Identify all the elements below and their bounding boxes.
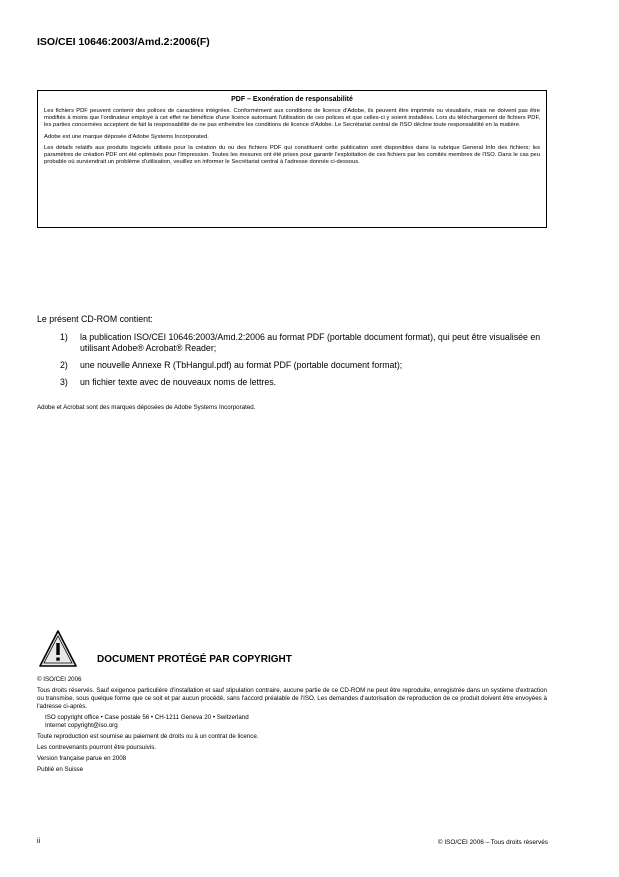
contents-intro: Le présent CD-ROM contient: bbox=[37, 314, 153, 324]
copyright-block bbox=[37, 676, 547, 777]
list-item-number: 2) bbox=[60, 360, 68, 370]
warning-triangle-icon bbox=[38, 629, 78, 669]
copyright-office-address bbox=[37, 714, 547, 730]
internet-line: Internet copyright@iso.org bbox=[45, 722, 118, 729]
pdf-disclaimer-box bbox=[37, 90, 547, 228]
document-code: ISO/CEI 10646:2003/Amd.2:2006(F) bbox=[37, 36, 210, 48]
list-item-text: une nouvelle Annexe R (TbHangul.pdf) au format PDF (portable document format); bbox=[80, 360, 403, 370]
copyright-line: Toute reproduction est soumise au paiement de droits ou à un contrat de licence. bbox=[37, 733, 259, 740]
rights-text: Tous droits réservés. Sauf exigence particulière d'installation et sauf stipulation contraire, aucune partie de ce CD-ROM ne peut être reproduite, enregistrée dans un système d'extraction ou transmise, sous quelque forme que ce soit et par aucun procédé, sans l'accord préalable de l'ISO. Les demandes d'autorisation de reproduction de ce produit doivent être envoyées à l'adresse ci-après. bbox=[37, 687, 547, 710]
list-item-number: 3) bbox=[60, 377, 68, 387]
list-item bbox=[60, 360, 548, 371]
address-line: ISO copyright office • Case postale 56 • CH-1211 Geneva 20 • Switzerland bbox=[45, 714, 249, 721]
list-item bbox=[60, 332, 548, 354]
list-item bbox=[60, 377, 548, 388]
copyright-title: DOCUMENT PROTÉGÉ PAR COPYRIGHT bbox=[97, 654, 292, 665]
list-item-text: la publication ISO/CEI 10646:2003/Amd.2:2006 au format PDF (portable document format), qui peut être visualisée en utilisant Adobe® Acrobat® Reader; bbox=[80, 332, 541, 353]
copyright-line: Publié en Suisse bbox=[37, 766, 84, 773]
disclaimer-paragraph: Les fichiers PDF peuvent contenir des polices de caractères intégrées. Conformément aux conditions de licence d'Adobe, ils peuvent être imprimés ou visualisés, mais ne doivent pas être modifiés à moins que l'ordinateur employé à cet effet ne bénéficie d'une licence autorisant l'utilisation de ces polices et que celles-ci y soient installées. Lors du téléchargement de fichiers PDF, les parties concernées acceptent de fait la responsabilité de ne pas enfreindre les conditions de licence d'Adobe. Le Secrétariat central de l'ISO décline toute responsabilité en la matière. bbox=[44, 108, 540, 129]
trademark-note: Adobe et Acrobat sont des marques déposées de Adobe Systems Incorporated. bbox=[37, 404, 256, 411]
copyright-year: © ISO/CEI 2006 bbox=[37, 676, 82, 683]
disclaimer-paragraph: Adobe est une marque déposée d'Adobe Systems Incorporated. bbox=[44, 133, 209, 140]
list-item-number: 1) bbox=[60, 332, 68, 342]
footer-copyright: © ISO/CEI 2006 – Tous droits réservés bbox=[437, 839, 548, 846]
disclaimer-title: PDF – Exonération de responsabilité bbox=[231, 96, 353, 103]
disclaimer-paragraph: Les détails relatifs aux produits logiciels utilisés pour la création du ou des fichiers PDF qui constituent cette publication sont disponibles dans la rubrique General Info des fichiers; les paramètres de création PDF ont été optimisés pour l'impression. Toutes les mesures ont été prises pour garantir l'exploitation de ces fichiers par les comités membres de l'ISO. Dans le cas peu probable où surviendrait un problème d'utilisation, veuillez en informer le Secrétariat central à l'adresse donnée ci-dessous. bbox=[44, 144, 540, 166]
page-number: ii bbox=[37, 838, 41, 845]
list-item-text: un fichier texte avec de nouveaux noms de lettres. bbox=[80, 377, 277, 387]
copyright-line: Version française parue en 2008 bbox=[37, 755, 127, 762]
copyright-line: Les contrevenants pourront être poursuivis. bbox=[37, 744, 157, 751]
contents-list bbox=[60, 332, 548, 394]
